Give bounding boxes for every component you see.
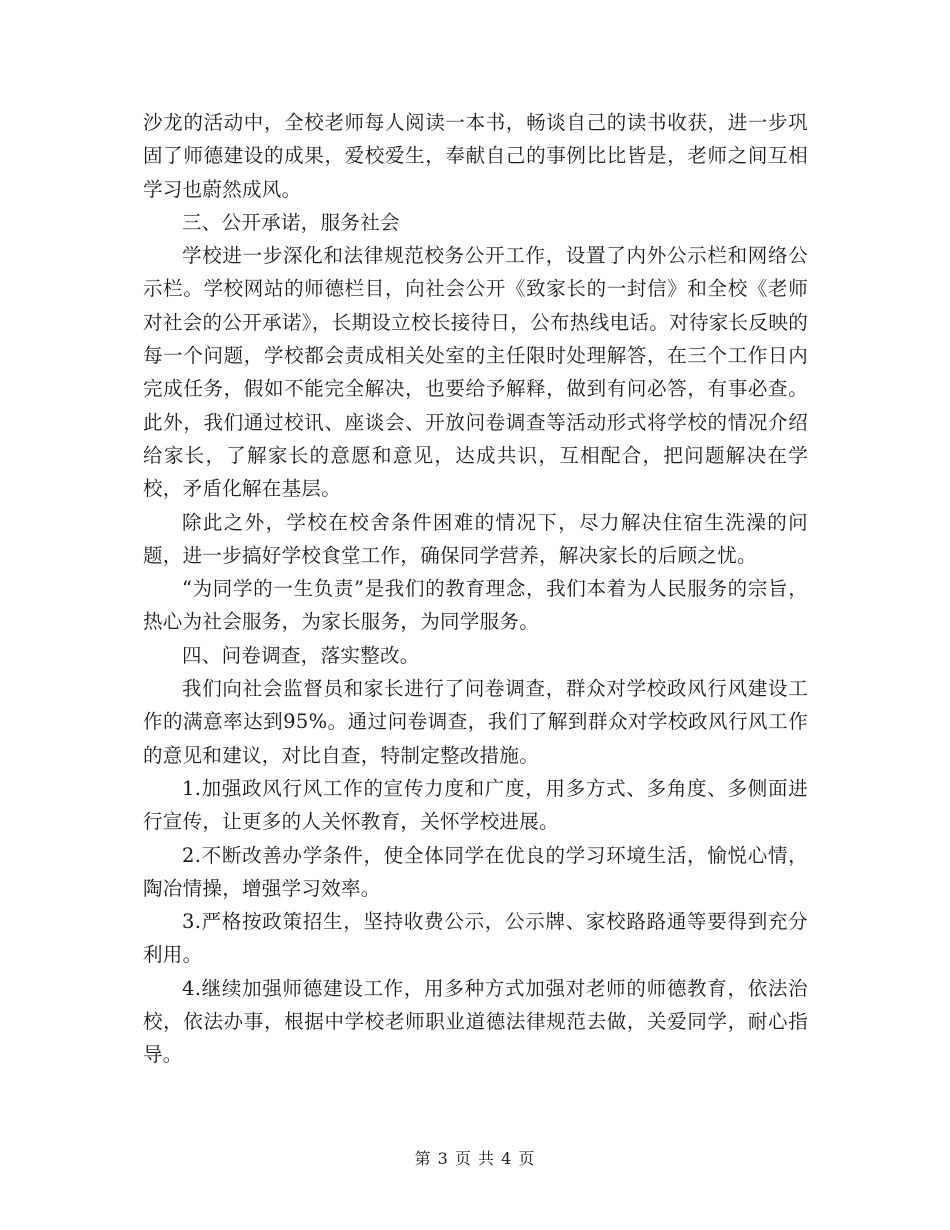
paragraph-dorm-canteen: 除此之外，学校在校舍条件困难的情况下，尽力解决住宿生洗澡的问题，进一步搞好学校食堂工作，确保同学营养，解决家长的后顾之忧。 (143, 510, 808, 567)
page-number-footer: 第 3 页 共 4 页 (414, 1149, 536, 1168)
list-item-3: 3.严格按政策招生，坚持收费公示，公示牌、家校路路通等要得到充分利用。 (143, 910, 808, 967)
section-heading-4: 四、问卷调查，落实整改。 (182, 643, 420, 667)
paragraph-continuation: 沙龙的活动中，全校老师每人阅读一本书，畅谈自己的读书收获，进一步巩固了师德建设的成果，爱校爱生，奉献自己的事例比比皆是，老师之间互相学习也蔚然成风。 (143, 111, 808, 201)
paragraph-education-philosophy: “为同学的一生负责”是我们的教育理念，我们本着为人民服务的宗旨，热心为社会服务，为家长服务，为同学服务。 (143, 577, 808, 634)
document-body (143, 106, 808, 1072)
paragraph-survey: 我们向社会监督员和家长进行了问卷调查，群众对学校政风行风建设工作的满意率达到95%。通过问卷调查，我们了解到群众对学校政风行风工作的意见和建议，对比自查，特制定整改措施。 (143, 677, 808, 767)
list-item-4: 4.继续加强师德建设工作，用多种方式加强对老师的师德教育，依法治校，依法办事，根据中学校老师职业道德法律规范去做，关爱同学，耐心指导。 (143, 976, 808, 1067)
list-item-1: 1.加强政风行风工作的宣传力度和广度，用多方式、多角度、多侧面进行宣传，让更多的人关怀教育，关怀学校进展。 (143, 776, 808, 834)
list-item-2: 2.不断改善办学条件，使全体同学在优良的学习环境生活，愉悦心情，陶冶情操，增强学习效率。 (143, 843, 808, 900)
section-heading-3: 三、公开承诺，服务社会 (182, 210, 400, 234)
paragraph-public-commitment: 学校进一步深化和法律规范校务公开工作，设置了内外公示栏和网络公示栏。学校网站的师德栏目，向社会公开《致家长的一封信》和全校《老师对社会的公开承诺》，长期设立校长接待日，公布热线电话。对待家长反映的每一个问题，学校都会责成相关处室的主任限时处理解答，在三个工作日内完成任务，假如不能完全解决，也要给予解释，做到有问必答，有事必查。此外，我们通过校讯、座谈会、开放问卷调查等活动形式将学校的情况介绍给家长，了解家长的意愿和意见，达成共识，互相配合，把问题解决在学校，矛盾化解在基层。 (143, 244, 808, 501)
